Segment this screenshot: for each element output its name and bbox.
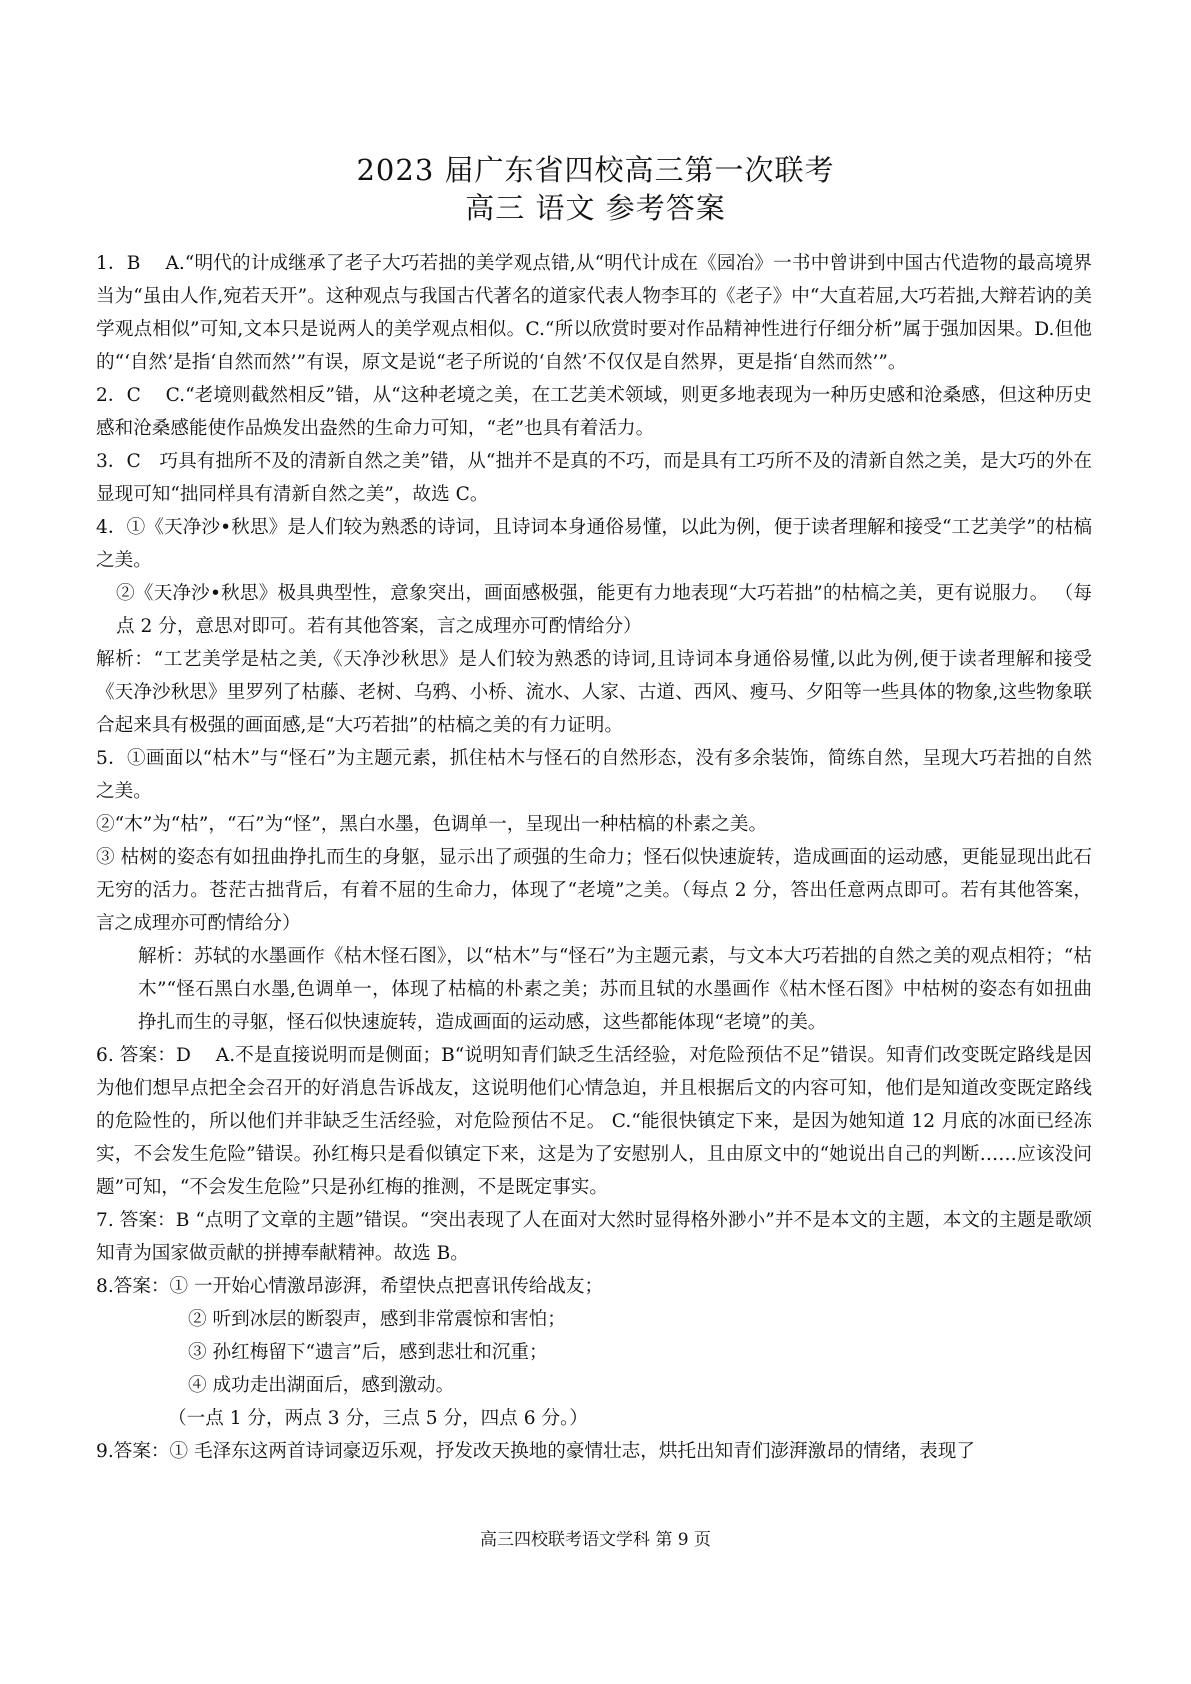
answer-8-scoring: （一点 1 分，两点 3 分，三点 5 分，四点 6 分。） (168, 1408, 588, 1429)
answer-3: 3．C 巧具有拙所不及的清新自然之美”错，从“拙并不是真的不巧，而是具有工巧所不及的清新自然之美，是大巧的外在显现可知“拙同样具有清新自然之美”，故选 C。 (96, 451, 1092, 505)
answer-4-analysis: 解析：“工艺美学是枯之美,《天净沙秋思》是人们较为熟悉的诗词,且诗词本身通俗易懂,以此为例,便于读者理解和接受《天净沙秋思》里罗列了枯藤、老树、乌鸦、小桥、流水、人家、古道、西风、瘦马、夕阳等一些具体的物象,这些物象联合起来具有极强的画面感,是“大巧若拙”的枯槁之美的有力证明。 (96, 649, 1092, 736)
answer-body (96, 247, 1092, 1468)
answer-5-point-1: 5．①画面以“枯木”与“怪石”为主题元素，抓住枯木与怪石的自然形态，没有多余装饰，简练自然，呈现大巧若拙的自然之美。 (96, 748, 1092, 802)
answer-9: 9.答案：① 毛泽东这两首诗词豪迈乐观，抒发改天换地的豪情壮志，烘托出知青们澎湃激昂的情绪，表现了 (96, 1441, 975, 1462)
answer-7: 7. 答案：B “点明了文章的主题”错误。“突出表现了人在面对大然时显得格外渺小”并不是本文的主题，本文的主题是歌颂知青为国家做贡献的拼搏奉献精神。故选 B。 (96, 1210, 1092, 1264)
answer-1: 1．B A.“明代的计成继承了老子大巧若拙的美学观点错,从“明代计成在《园冶》一书中曾讲到中国古代造物的最高境界当为“虽由人作,宛若天开”。这种观点与我国古代著名的道家代表人物李耳的《老子》中“大直若屈,大巧若拙,大辩若讷的美学观点相似”可知,文本只是说两人的美学观点相似。C.“所以欣赏时要对作品精神性进行仔细分析”属于强加因果。D.但他的“‘自然’是指‘自然而然’”有误，原文是说“老子所说的‘自然’不仅仅是自然界，更是指‘自然而然’”。 (96, 253, 1092, 373)
answer-8-point-2: ② 听到冰层的断裂声，感到非常震惊和害怕； (188, 1309, 566, 1330)
answer-5-point-2: ②“木”为“枯”，“石”为“怪”，黑白水墨，色调单一，呈现出一种枯槁的朴素之美。 (96, 814, 768, 835)
answer-5-analysis: 解析：苏轼的水墨画作《枯木怪石图》，以“枯木”与“怪石”为主题元素，与文本大巧若拙的自然之美的观点相符；“枯木”“怪石黑白水墨,色调单一，体现了枯槁的朴素之美；苏而且轼的水墨画作《枯木怪石图》中枯树的姿态有如扭曲挣扎而生的寻躯，怪石似快速旋转，造成画面的运动感，这些都能体现“老境”的美。 (138, 946, 1092, 1033)
answer-5-point-3: ③ 枯树的姿态有如扭曲挣扎而生的身躯，显示出了顽强的生命力；怪石似快速旋转，造成画面的运动感，更能显现出此石无穷的活力。苍茫古拙背后，有着不屈的生命力，体现了“老境”之美。（每点 2 分，答出任意两点即可。若有其他答案，言之成理亦可酌情给分） (96, 847, 1092, 934)
answer-4-point-1: 4．①《天净沙•秋思》是人们较为熟悉的诗词，且诗词本身通俗易懂，以此为例，便于读者理解和接受“工艺美学”的枯槁之美。 (96, 517, 1092, 571)
answer-4-point-2: ②《天净沙•秋思》极具典型性，意象突出，画面感极强，能更有力地表现“大巧若拙”的枯槁之美，更有说服力。 （每点 2 分，意思对即可。若有其他答案，言之成理亦可酌情给分） (116, 583, 1092, 637)
answer-8-point-3: ③ 孙红梅留下“遗言”后，感到悲壮和沉重； (188, 1342, 548, 1363)
document-subtitle: 高三 语文 参考答案 (465, 191, 726, 225)
document-title: 2023 届广东省四校高三第一次联考 (356, 153, 835, 187)
answer-8-point-1: 8.答案：① 一开始心情激昂澎湃，希望快点把喜讯传给战友； (96, 1276, 604, 1297)
answer-2: 2．C C.“老境则截然相反”错，从“这种老境之美，在工艺美术领域，则更多地表现为一种历史感和沧桑感，但这种历史感和沧桑感能使作品焕发出盎然的生命力可知，“老”也具有着活力。 (96, 385, 1092, 439)
page-footer: 高三四校联考语文学科 第 9 页 (479, 1530, 712, 1550)
answer-8-point-4: ④ 成功走出湖面后，感到激动。 (188, 1375, 455, 1396)
answer-6: 6. 答案：D A.不是直接说明而是侧面；B“说明知青们缺乏生活经验，对危险预估不足”错误。知青们改变既定路线是因为他们想早点把全会召开的好消息告诉战友，这说明他们心情急迫，并且根据后文的内容可知，他们是知道改变既定路线的危险性的，所以他们并非缺乏生活经验，对危险预估不足。 C.“能很快镇定下来，是因为她知道 12 月底的冰面已经冻实，不会发生危险”错误。孙红梅只是看似镇定下来，这是为了安慰别人，且由原文中的“她说出自己的判断……应该没问题”可知，“不会发生危险”只是孙红梅的推测，不是既定事实。 (96, 1045, 1092, 1198)
